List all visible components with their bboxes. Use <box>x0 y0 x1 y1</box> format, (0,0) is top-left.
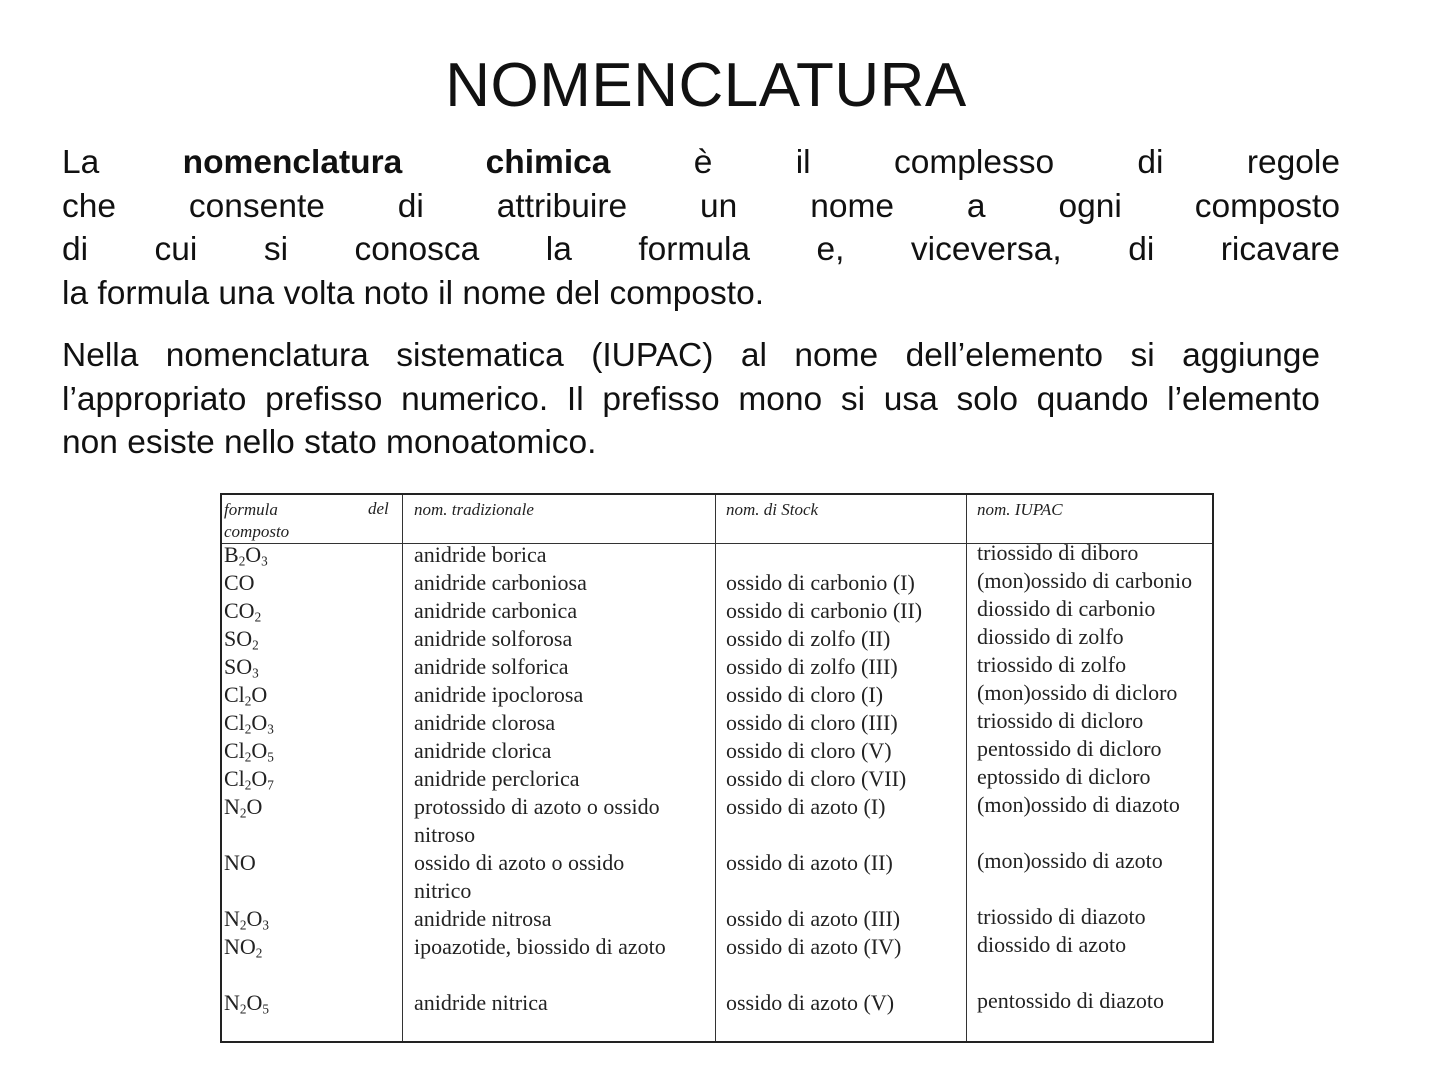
iupac-name-cell: triossido di diazoto <box>977 904 1146 929</box>
paragraph-word: di <box>62 231 89 268</box>
paragraph-word: attribuire <box>496 187 628 225</box>
iupac-name-cell: eptossido di dicloro <box>977 764 1151 789</box>
paragraph-line <box>62 378 1320 422</box>
paragraph-word: conosca <box>354 231 480 268</box>
header-iupac: nom. IUPAC <box>977 500 1063 519</box>
paragraph-word: un <box>700 187 738 225</box>
paragraph-word: viceversa, <box>910 231 1062 268</box>
paragraph-word: prefisso <box>602 380 720 418</box>
stock-name-cell: ossido di cloro (III) <box>726 710 898 735</box>
paragraph-line <box>62 141 1340 185</box>
traditional-name-cell: anidride borica <box>414 542 547 567</box>
stock-name-cell: ossido di azoto (II) <box>726 850 893 875</box>
page-title: NOMENCLATURA <box>445 51 967 120</box>
paragraph-word: ricavare <box>1220 231 1340 268</box>
paragraph-word: di <box>1137 144 1164 181</box>
stock-name-cell: ossido di carbonio (I) <box>726 570 915 595</box>
paragraph-word: che <box>62 187 117 225</box>
paragraph-word: e, <box>816 231 845 268</box>
stock-name-cell: ossido di cloro (V) <box>726 738 892 763</box>
formula-cell: NO <box>224 850 256 875</box>
formula-cell: $NO_2$ <box>224 934 263 961</box>
paragraph-word: nomenclatura <box>165 337 369 374</box>
header-formula-del: del <box>368 499 389 518</box>
paragraph-word: solo <box>956 380 1018 418</box>
paragraph-word: chimica <box>485 144 611 181</box>
header-stock: nom. di Stock <box>726 500 819 519</box>
traditional-name-cell: anidride carbonica <box>414 598 578 623</box>
formula-cell: $Cl_2O_7$ <box>224 766 274 793</box>
stock-name-cell: ossido di azoto (V) <box>726 990 895 1015</box>
paragraph-word: sistematica <box>396 337 564 374</box>
traditional-name-cell: anidride solforosa <box>414 626 573 651</box>
formula-cell: $Cl_2O$ <box>224 682 268 709</box>
traditional-name-cell: anidride solforica <box>414 654 569 679</box>
formula-cell: $Cl_2O_3$ <box>224 710 274 737</box>
paragraph-word: consente <box>188 187 325 225</box>
iupac-name-cell: (mon)ossido di diazoto <box>977 792 1180 817</box>
paragraph-word: si <box>1130 337 1155 374</box>
formula-cell: CO <box>224 570 255 595</box>
paragraph-word: ogni <box>1058 187 1122 225</box>
formula-cell: $B_2O_3$ <box>224 542 268 569</box>
column-divider <box>966 495 967 1041</box>
formula-cell: $N_2O$ <box>224 794 263 821</box>
paragraph-word: numerico. <box>401 380 549 418</box>
traditional-name-cell: anidride clorica <box>414 738 552 763</box>
paragraph-word: il <box>795 144 811 181</box>
stock-name-cell: ossido di azoto (IV) <box>726 934 902 959</box>
iupac-name-cell: triossido di zolfo <box>977 652 1127 677</box>
paragraph-line <box>62 185 1340 229</box>
traditional-name-cell: anidride ipoclorosa <box>414 682 584 707</box>
paragraph-word: mono <box>738 380 823 418</box>
paragraph-word: al <box>740 337 767 374</box>
paragraph-word: a <box>966 187 986 225</box>
traditional-name-cell: anidride clorosa <box>414 710 556 735</box>
header-traditional: nom. tradizionale <box>414 500 534 519</box>
paragraph-word: complesso <box>893 144 1055 181</box>
iupac-name-cell: pentossido di dicloro <box>977 736 1162 761</box>
formula-cell: $Cl_2O_5$ <box>224 738 274 765</box>
paragraph-word: nomenclatura <box>182 144 403 181</box>
formula-cell: $N_2O_5$ <box>224 990 269 1017</box>
iupac-name-cell: diossido di carbonio <box>977 596 1156 621</box>
column-divider <box>715 495 716 1041</box>
paragraph-line: non esiste nello stato monoatomico. <box>62 424 597 461</box>
iupac-name-cell: triossido di dicloro <box>977 708 1144 733</box>
stock-name-cell: ossido di azoto (I) <box>726 794 886 819</box>
traditional-name-cell: protossido di azoto o ossido nitroso <box>414 794 660 847</box>
header-formula <box>224 499 289 543</box>
paragraph-word: l’appropriato <box>62 380 247 418</box>
paragraph-word: dell’elemento <box>905 337 1104 374</box>
traditional-name-cell: ossido di azoto o ossido nitrico <box>414 850 625 903</box>
paragraph-word: cui <box>154 231 198 268</box>
paragraph-word: di <box>1128 231 1155 268</box>
paragraph-word: Il <box>566 380 584 418</box>
paragraph-line <box>62 228 1340 272</box>
iupac-name-cell: (mon)ossido di carbonio <box>977 568 1193 593</box>
iupac-name-cell: diossido di zolfo <box>977 624 1124 649</box>
stock-name-cell: ossido di azoto (III) <box>726 906 901 931</box>
paragraph-word: l’elemento <box>1167 380 1320 418</box>
paragraph-word: composto <box>1194 187 1340 225</box>
paragraph-line: la formula una volta noto il nome del composto. <box>62 274 765 312</box>
paragraph-word: è <box>693 144 713 181</box>
stock-name-cell: ossido di cloro (I) <box>726 682 884 707</box>
traditional-name-cell: anidride perclorica <box>414 766 580 791</box>
stock-name-cell: ossido di carbonio (II) <box>726 598 923 623</box>
paragraph-line <box>62 334 1320 378</box>
paragraph-word: di <box>397 187 424 225</box>
paragraph-word: regole <box>1246 144 1340 181</box>
paragraph-word: nome <box>810 187 895 225</box>
paragraph-word: nome <box>794 337 879 374</box>
paragraph-word: Nella <box>62 337 139 374</box>
paragraph-word: La <box>62 144 100 181</box>
iupac-name-cell: (mon)ossido di azoto <box>977 848 1163 873</box>
formula-cell: $SO_2$ <box>224 626 259 653</box>
paragraph-word: si <box>263 231 289 268</box>
traditional-name-cell: anidride nitrica <box>414 990 548 1015</box>
traditional-name-cell: anidride nitrosa <box>414 906 552 931</box>
iupac-name-cell: (mon)ossido di dicloro <box>977 680 1178 705</box>
traditional-name-cell: anidride carboniosa <box>414 570 587 595</box>
stock-name-cell: ossido di zolfo (II) <box>726 626 891 651</box>
paragraph-word: la <box>545 231 572 268</box>
formula-cell: $SO_3$ <box>224 654 259 681</box>
header-formula-line1: formula <box>224 500 278 519</box>
iupac-name-cell: pentossido di diazoto <box>977 988 1164 1013</box>
paragraph-word: formula <box>638 231 751 268</box>
nomenclature-table <box>220 493 1214 1043</box>
paragraph-word: usa <box>883 380 938 418</box>
paragraph-word: aggiunge <box>1182 337 1320 374</box>
formula-cell: $CO_2$ <box>224 598 262 625</box>
formula-cell: $N_2O_3$ <box>224 906 269 933</box>
paragraph-word: si <box>840 380 866 418</box>
paragraph-word: (IUPAC) <box>591 337 714 374</box>
column-divider <box>402 495 403 1041</box>
iupac-name-cell: triossido di diboro <box>977 540 1139 565</box>
traditional-name-cell: ipoazotide, biossido di azoto <box>414 934 666 959</box>
stock-name-cell: ossido di cloro (VII) <box>726 766 907 791</box>
paragraph-word: quando <box>1036 380 1149 418</box>
paragraph-word: prefisso <box>265 380 383 418</box>
iupac-paragraph <box>62 334 1320 465</box>
intro-paragraph <box>62 141 1340 315</box>
iupac-name-cell: diossido di azoto <box>977 932 1127 957</box>
stock-name-cell: ossido di zolfo (III) <box>726 654 898 679</box>
header-formula-line2: composto <box>224 522 290 541</box>
